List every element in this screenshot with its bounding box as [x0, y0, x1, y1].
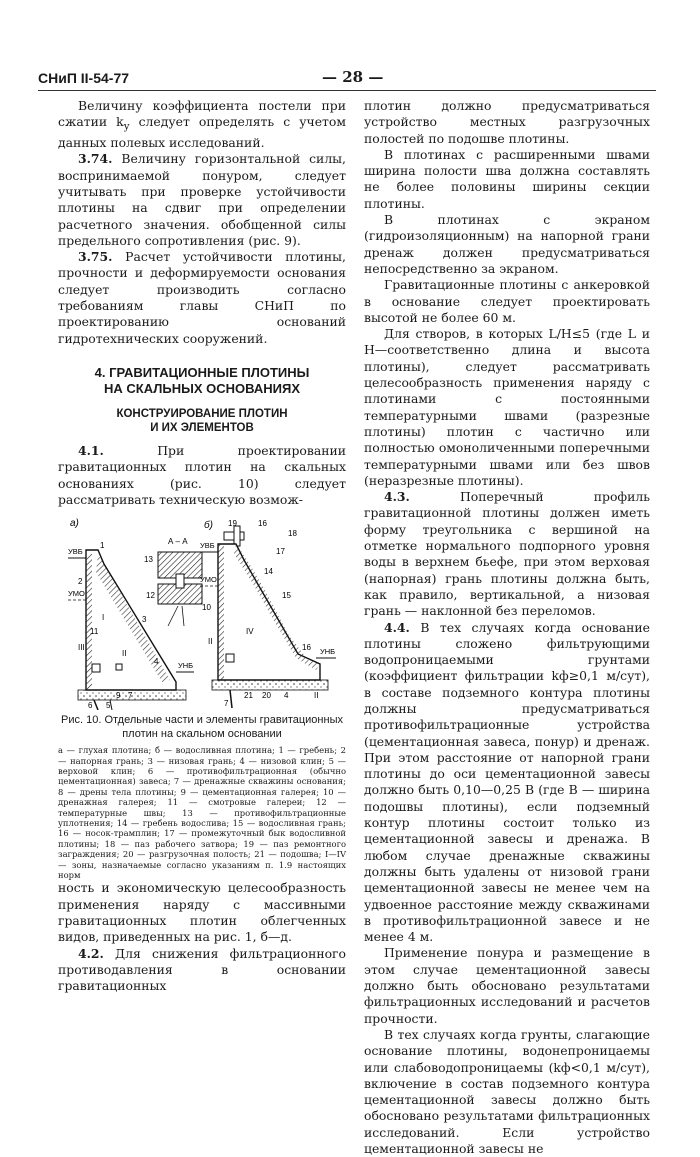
- svg-text:11: 11: [90, 627, 99, 637]
- dam-diagram: [58, 514, 346, 710]
- svg-text:а): а): [70, 518, 79, 530]
- svg-text:УНБ: УНБ: [320, 647, 336, 657]
- svg-text:1: 1: [100, 541, 105, 551]
- figure-caption: Рис. 10. Отдельные части и элементы гравитационных плотин на скальном основании: [61, 714, 343, 740]
- svg-text:УВБ: УВБ: [200, 541, 215, 551]
- paragraph-4-1: 4.1. При проектировании гравитационных плотин на скальных основаниях (рис. 10) следует рассматривать техническую возмож-: [58, 442, 346, 507]
- paragraph-3-74: 3.74. Величину горизонтальной силы, воспринимаемой понуром, следует учитывать при проверке устойчивости плотины на сдвиг при определении расчетного значения. обобщенной силы предельного сопротивления (рис. 9).: [58, 151, 346, 248]
- svg-text:б): б): [204, 520, 213, 532]
- svg-text:21: 21: [244, 691, 253, 701]
- page-number: — 28 —: [322, 68, 384, 86]
- paragraph: Величину коэффициента постели при сжатии $k_y$ следует определять с учетом данных полевых исследований.: [58, 98, 347, 151]
- svg-text:I: I: [102, 613, 105, 623]
- left-column: [58, 98, 346, 994]
- svg-text:УВБ: УВБ: [68, 547, 83, 557]
- svg-text:17: 17: [276, 547, 285, 557]
- paragraph: В плотинах с экраном (гидроизоляционным) на напорной грани дренаж должен предусматриваться непосредственно за экраном.: [364, 212, 650, 276]
- svg-text:9: 9: [116, 691, 121, 701]
- svg-text:10: 10: [202, 603, 211, 613]
- right-column: [364, 98, 650, 1157]
- svg-text:7: 7: [224, 699, 229, 709]
- svg-text:20: 20: [262, 691, 271, 701]
- svg-text:3: 3: [142, 615, 147, 625]
- svg-text:18: 18: [288, 529, 297, 539]
- paragraph: В тех случаях когда грунты, слагающие основание плотины, водонепроницаемы или слабоводопроницаемы (kф<0,1 м/сут), включение в состав подземного контура цементационной завесы должно быть обосновано результатами фильтрационных исследований. Если устройство цементационной завесы не: [364, 1026, 650, 1156]
- section-title: 4. ГРАВИТАЦИОННЫЕ ПЛОТИНЫ НА СКАЛЬНЫХ ОСНОВАНИЯХ: [94, 364, 310, 396]
- svg-text:13: 13: [144, 555, 153, 565]
- header-rule: [38, 90, 656, 91]
- svg-text:14: 14: [264, 567, 273, 577]
- svg-text:16: 16: [258, 519, 267, 529]
- svg-text:II: II: [314, 691, 319, 701]
- paragraph-continued: ность и экономическую целесообразность применения наряду с массивными гравитационных плотин облегченных видов, приведенных на рис. 1, б—д.: [58, 880, 346, 945]
- paragraph: В плотинах с расширенными швами ширина полости шва должна составлять не более половины ширины секции плотины.: [364, 146, 650, 211]
- svg-text:II: II: [208, 637, 213, 647]
- svg-text:УНБ: УНБ: [178, 661, 194, 671]
- svg-text:15: 15: [282, 591, 291, 601]
- section-a-a: [144, 537, 202, 626]
- figure-legend: а — глухая плотина; б — водосливная плотина; 1 — гребень; 2 — напорная грань; 3 — низовая грань; 4 — низовой клин; 5 — верховой клин; 6 — противофильтрационная (обычно цементационная) завеса; 7 — дренажные скважины основания; 8 — дрены тела плотины; 9 — цементационная галерея; 10 — дренажная галерея; 11 — смотровые галереи; 12 — температурные швы; 13 — противофильтрационные уплотнения; 14 — гребень водослива; 15 — водосливная грань; 16 — носок-трамплин; 17 — промежуточный бык водосливной плотины; 18 — паз рабочего затвора; 19 — паз ремонтного заграждения; 20 — разгрузочная полость; 21 — подошва; I—IV — зоны, назначаемые согласно указаниям п. 1.9 настоящих норм: [58, 745, 346, 880]
- svg-text:УМО: УМО: [68, 589, 85, 599]
- dam-a: [68, 518, 194, 710]
- paragraph: Применение понура и размещение в этом случае цементационной завесы должно быть обосновано результатами фильтрационных исследований и расчетов прочности.: [364, 945, 650, 1026]
- svg-text:4: 4: [284, 691, 289, 701]
- svg-text:7: 7: [128, 691, 133, 701]
- svg-text:4: 4: [154, 657, 159, 667]
- dam-b: [200, 519, 336, 708]
- paragraph-3-75: 3.75. Расчет устойчивости плотины, прочности и деформируемости основания следует производить согласно требованиям главы СНиП по проектированию оснований гидротехнических сооружений.: [58, 249, 346, 346]
- paragraph: Гравитационные плотины с анкеровкой в основание следует проектировать высотой не более 60 м.: [364, 277, 650, 325]
- paragraph-4-4: 4.4. В тех случаях когда основание плотины сложено фильтрующими водопроницаемыми грунтами (коэффициент фильтрации kф≥0,1 м/сут), в составе подземного контура плотины должны предусматриваться противофильтрационные устройства (цементационная завеса, понур) и дренаж. При этом расстояние от напорной грани плотины до оси цементационной завесы должно быть 0,10—0,25 B (где B — ширина подошвы плотины), если подземный контур плотины состоит только из цементационной завесы и дренажа. В любом случае дренажные скважины должны быть удалены от низовой грани цементационной завесы не менее чем на удвоенное расстояние между скважинами в противофильтрационной завесе и не менее 4 м.: [364, 619, 650, 945]
- svg-text:19: 19: [228, 519, 237, 529]
- document-code: СНиП II-54-77: [38, 70, 130, 86]
- paragraph: Для створов, в которых L/H≤5 (где L и H—соответственно длина и высота плотины), следует рассматривать целесообразность применения наряду с плотинами с постоянными температурными швами (разрезные плотины) плотин с частично или полностью омоноличенными поперечными температурными швами или без швов (неразрезные плотины).: [364, 326, 650, 488]
- svg-text:УМО: УМО: [200, 575, 217, 585]
- paragraph-4-2: 4.2. Для снижения фильтрационного противодавления в основании гравитационных: [58, 945, 346, 994]
- svg-text:5: 5: [106, 701, 111, 711]
- paragraph-continued: плотин должно предусматриваться устройство местных разгрузочных полостей по подошве плотины.: [364, 98, 650, 146]
- svg-text:6: 6: [88, 701, 93, 711]
- paragraph-4-3: 4.3. Поперечный профиль гравитационной плотины должен иметь форму треугольника с вершиной на отметке нормального подпорного уровня воды в верхнем бьефе, при этом верховая (напорная) грань плотины должна быть, как правило, вертикальной, а низовая грань — наклонной без переломов.: [364, 489, 650, 619]
- svg-text:12: 12: [146, 591, 155, 601]
- svg-text:IV: IV: [246, 627, 254, 637]
- svg-text:А – А: А – А: [168, 537, 188, 547]
- svg-text:II: II: [122, 649, 127, 659]
- svg-text:III: III: [78, 643, 85, 653]
- figure-dam-cross-sections: [58, 514, 346, 710]
- svg-text:16: 16: [302, 643, 311, 653]
- subsection-title: КОНСТРУИРОВАНИЕ ПЛОТИН И ИХ ЭЛЕМЕНТОВ: [116, 407, 288, 434]
- svg-text:2: 2: [78, 577, 83, 587]
